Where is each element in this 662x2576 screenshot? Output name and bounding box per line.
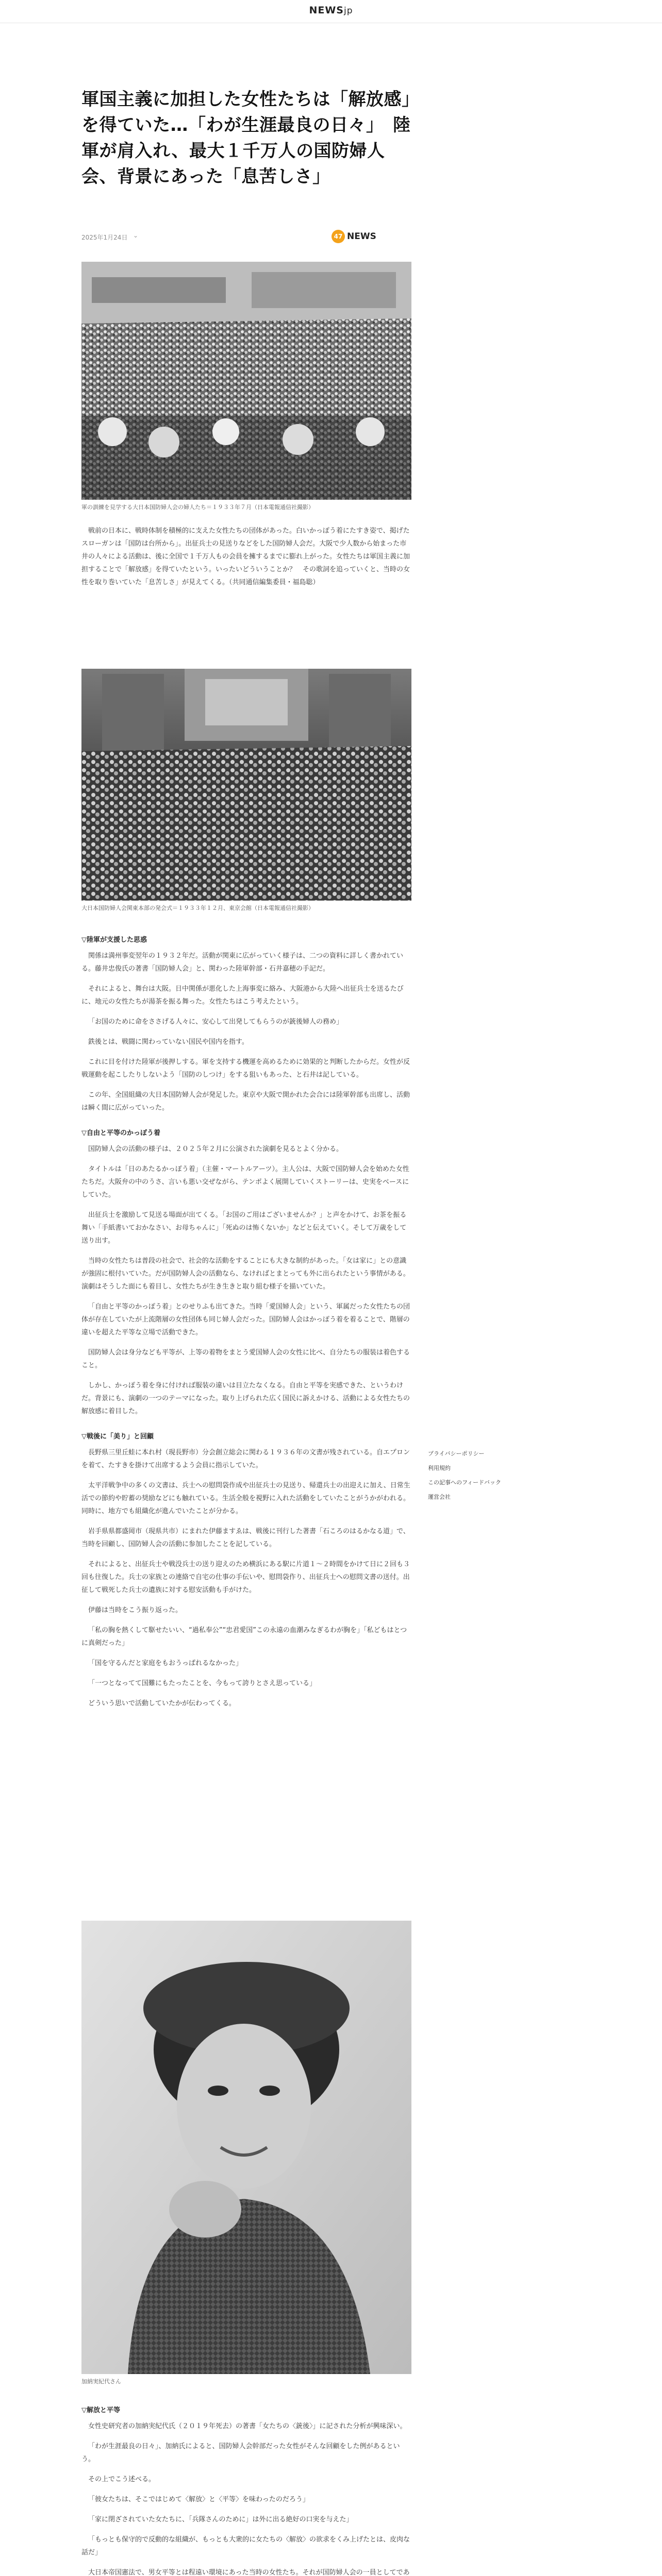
photo-2-image [81, 669, 411, 901]
section-paragraph: 「彼女たちは、そこではじめて〈解放〉と〈平等〉を味わったのだろう」 [88, 2496, 309, 2503]
photo-3-caption: 加納実紀代さん [81, 2378, 121, 2385]
section-paragraph: 鉄後とは、戦闘に関わっていない国民や国内を指す。 [88, 1038, 249, 1046]
section-4 [81, 2404, 411, 2576]
photo-3-image [81, 1921, 411, 2374]
photo-2-caption: 大日本国防婦人会関東本部の発会式＝１９３３年１２月、東京会館（日本電報通信社撮影） [81, 905, 314, 911]
section-paragraph: 「わが生涯最良の日々」、加納氏によると、国防婦人会幹部だった女性がそんな回顧をした例があるという。 [81, 2443, 400, 2463]
section-paragraph: 出征兵士を激励して見送る場面が出てくる。「お国のご用はございませんか？」と声をかけて、お茶を振る舞い「手紙書いておかなさい、お母ちゃんに」「死ぬのは怖くないか」などと伝えていく。そして万歳をして送り出す。 [81, 1211, 407, 1245]
article-title: 軍国主義に加担した女性たちは「解放感」を得ていた…「わが生涯最良の日々」 陸軍が肩入れ、最大１千万人の国防婦人会、背景にあった「息苦しさ」 [81, 89, 411, 187]
chevron-down-icon[interactable]: ⌄ [133, 232, 139, 239]
section-2 [81, 1127, 411, 1418]
article-body-part-1 [81, 934, 411, 1717]
feedback-link[interactable]: この記事へのフィードバック [428, 1479, 501, 1486]
section-1 [81, 934, 411, 1114]
site-logo[interactable]: NEWSjp [309, 5, 353, 16]
source-logo[interactable] [332, 230, 376, 243]
privacy-policy-link[interactable]: プライバシーポリシー [428, 1450, 485, 1457]
photo-1-image [81, 262, 411, 500]
article-body-part-2 [81, 2404, 411, 2576]
section-paragraph: 長野県三里丘蛙に本れ村（現長野市）分会創立総会に関わる１９３６年の文書が残されている。自エプロンを着て、たすきを掛けて出席するよう会員に指示していた。 [81, 1449, 410, 1469]
section-paragraph: 国防婦人会は身分なども平等が、上等の着物をまとう愛国婦人会の女性に比べ、自分たちの服装は着色すること。 [81, 1349, 410, 1369]
section-paragraph: 「国を守るんだと家庭をもおうっぱれるなかった」 [88, 1659, 243, 1667]
section-paragraph: 「家に閉ざされていた女たちに、「兵隊さんのために」は外に出る絶好の口実を与えた」 [88, 2516, 353, 2523]
section-paragraph: 女性史研究者の加納実紀代氏（２０１９年死去）の著書「女たちの〈銃後〉」に記された分析が興味深い。 [88, 2422, 407, 2430]
section-paragraph: 岩手県県都盛岡市（現県共市）にまれた伊藤ますゑは、戦後に刊行した著書「石ころのはるかなる道」で、当時を回顧し、国防婦人会の活動に参加したことを記している。 [81, 1528, 410, 1548]
section-heading: ▽戦後に「美り」と回顧 [81, 1433, 154, 1440]
section-paragraph: 「私の胸を熱くして駆せたいい、“過私奉公”“忠君愛国”この永遠の血潮みなぎるわが胸を」「私どもはとつに真剣だった」 [81, 1626, 407, 1647]
section-paragraph: 関係は満州事変翌年の１９３２年だ。活動が関東に広がっていく様子は、二つの資料に詳しく書かれている。藤井忠俊氏の著書「国防婦人会」と、関わった陸軍幹部・石井嘉穂の手記だ。 [81, 952, 404, 973]
section-paragraph: どういう思いで活動していたかが伝わってくる。 [88, 1700, 236, 1707]
sidebar-links [428, 1447, 531, 1504]
section-paragraph: それによると、舞台は大阪。日中関係が悪化した上海事変に絡み、大阪港から大陸へ出征兵士を送るたびに、地元の女性たちが湯茶を振る舞った。女性たちはこう考えたという。 [81, 985, 404, 1006]
section-paragraph: 大日本帝国憲法で、男女平等とは程遠い環境にあった当時の女性たち。それが国防婦人会の一員としてであ [88, 2569, 410, 2576]
section-paragraph: 当時の女性たちは普段の社会で、社会的な活動をすることにも大きな制約があった。「女は家に」との意識が強固に根付いていた。だが国防婦人会の活動なら、なければとまとっても外に出られたという事情がある。演劇はそうした面にも着目し、女性たちが生き生きと取り組む様子を描いていた。 [81, 1257, 410, 1291]
article-photo-1 [81, 262, 411, 500]
article-photo-3 [81, 1921, 411, 2374]
section-heading: ▽陸軍が支援した思惑 [81, 936, 147, 944]
section-paragraph: 「もっとも保守的で反動的な組織が、もっとも大衆的に女たちの〈解放〉の欲求をくみ上げたとは、皮肉な話だ」 [81, 2536, 410, 2556]
section-paragraph: これに目を付けた陸軍が後押しする。軍を支持する機運を高めるために効果的と判断したからだ。女性が反戦運動を起こしたりしないよう「国防のしつけ」をする狙いもあった、と石井は記している。 [81, 1058, 410, 1079]
section-paragraph: 「お国のために命をささげる人々に、安心して出発してもらうのが銃後婦人の務め」 [88, 1018, 343, 1026]
photo-1-caption: 軍の訓練を見学する大日本国防婦人会の婦人たち＝１９３３年７月（日本電報通信社撮影） [81, 504, 314, 511]
article-meta [81, 230, 411, 243]
top-bar [0, 0, 662, 23]
source-badge: 47 [332, 230, 345, 243]
intro-paragraph: 戦前の日本に、戦時体制を積極的に支えた女性たちの団体があった。白いかっぽう着にたすき姿で、掲げたスローガンは「国防は台所から」。出征兵士の見送りなどをした国防婦人会だ。大阪で少人数から始まった市井の人々による活動は、後に全国で１千万人もの会員を擁するまでに膨れ上がった。女性たちは軍国主義に加担することで「解放感」を得ていたという。いったいどういうことか？ その歌詞を追っていくと、当時の女性を取り巻いていた「息苦しさ」が見えてくる。（共同通信編集委員・福島聡） [81, 527, 410, 586]
terms-link[interactable]: 利用規約 [428, 1465, 451, 1471]
section-paragraph: しかし、かっぽう着を身に付ければ服装の違いは目立たなくなる。自由と平等を実感できた、というわけだ。背景にも、演劇の一つのテーマになった。取り上げられた広く国民に訴えかける、活動による女性たちの解放感に着目した。 [81, 1382, 410, 1415]
section-heading: ▽解放と平等 [81, 2406, 120, 2414]
section-paragraph: それによると、出征兵士や戦没兵士の送り迎えのため横浜にある駅に片道１〜２時間をかけて日に２回も３回も往復した。兵士の家族との連絡で自宅の仕事の手伝いや、慰問袋作り、出征兵士への慰問文書の送付。出征して戦死した兵士の遺族に対する慰安活動も手がけた。 [81, 1561, 410, 1594]
section-3 [81, 1430, 411, 1710]
section-paragraph: 伊藤は当時をこう振り返った。 [88, 1606, 183, 1614]
section-paragraph: タイトルは「日のあたるかっぽう着」（主催・マートルアーツ）。主人公は、大阪で国防婦人会を始めた女性たちだ。大阪弁の中のうさ、言いも悪い交ぜながら、テンポよく展開していくストーリーは、史実をベースにしていた。 [81, 1165, 409, 1199]
section-paragraph: この年、全国組織の大日本国防婦人会が発足した。東京や大阪で開かれた会合には陸軍幹部も出席し、活動は瞬く間に広がっていった。 [81, 1091, 410, 1112]
publish-date: 2025年1月24日 [81, 234, 128, 241]
source-name: NEWS [347, 231, 376, 242]
section-heading: ▽自由と平等のかっぽう着 [81, 1129, 160, 1137]
section-paragraph: 「一つとなってて国難にもたったことを、今もって誇りとさえ思っている」 [88, 1680, 317, 1687]
section-paragraph: 国防婦人会の活動の様子は、２０２５年２月に公演された演劇を見るとよく分かる。 [88, 1145, 343, 1153]
operator-link[interactable]: 運営会社 [428, 1494, 451, 1500]
article-photo-2 [81, 669, 411, 901]
section-paragraph: 「自由と平等のかっぽう着」とのせりふも出てきた。当時「愛国婦人会」という、軍属だった女性たちの団体が存在していたが上流階層の女性団体も同じ婦人会だった。国防婦人会はかっぽう着を着ることで、階層の違いを超えた平等な立場で活動できた。 [81, 1303, 410, 1336]
article-intro [81, 524, 411, 596]
section-paragraph: 太平洋戦争中の多くの文書は、兵士への慰問袋作成や出征兵士の見送り、帰還兵士の出迎えに加え、日常生活での節約や貯蓄の奨励などにも触れている。生活全般を視野に入れた活動をしていたことがうかがわれる。同時に、地方でも組織化が進んでいたことが分かる。 [81, 1482, 410, 1515]
section-paragraph: その上でこう述べる。 [88, 2476, 156, 2483]
